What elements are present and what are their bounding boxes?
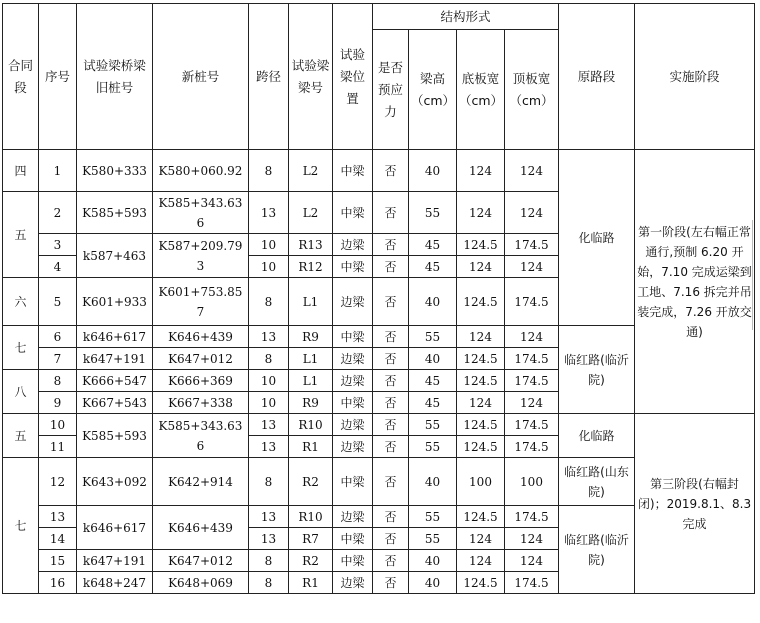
- cell-span: 10: [249, 256, 289, 278]
- header-seq: 序号: [39, 4, 77, 150]
- cell-top: 174.5: [505, 234, 559, 256]
- cell-span: 8: [249, 348, 289, 370]
- cell-pre: 否: [373, 256, 409, 278]
- cell-pos: 边梁: [333, 436, 373, 458]
- cell-pre: 否: [373, 528, 409, 550]
- cell-bottom: 124.5: [457, 370, 505, 392]
- table-row: [3, 150, 755, 192]
- cell-beam: R10: [289, 414, 333, 436]
- cell-height: 45: [409, 370, 457, 392]
- cell-seq: 13: [39, 506, 77, 528]
- cell-top: 174.5: [505, 436, 559, 458]
- cell-height: 40: [409, 150, 457, 192]
- cell-bottom: 124: [457, 256, 505, 278]
- cell-old-pile: K585+593: [77, 192, 153, 234]
- cell-height: 40: [409, 458, 457, 506]
- cell-height: 55: [409, 326, 457, 348]
- cell-span: 10: [249, 370, 289, 392]
- header-contract: 合同段: [3, 4, 39, 150]
- cell-phase: 第一阶段(左右幅正常通行,预制 6.20 开始，7.10 完成运梁到工地、7.16 拆完并吊装完成，7.26 开放交通): [635, 150, 755, 414]
- cell-beam: L2: [289, 192, 333, 234]
- cell-old-pile: k648+247: [77, 572, 153, 594]
- cell-pos: 边梁: [333, 414, 373, 436]
- cell-top: 124: [505, 326, 559, 348]
- header-prestress: 是否预应力: [373, 30, 409, 150]
- cell-height: 40: [409, 348, 457, 370]
- cell-old-pile: K643+092: [77, 458, 153, 506]
- header-bottom-width: 底板宽（cm）: [457, 30, 505, 150]
- cell-top: 174.5: [505, 506, 559, 528]
- cell-old-pile: k646+617: [77, 506, 153, 550]
- cell-pre: 否: [373, 234, 409, 256]
- cell-beam: R12: [289, 256, 333, 278]
- cell-pre: 否: [373, 458, 409, 506]
- cell-new-pile: K667+338: [153, 392, 249, 414]
- cell-beam: L1: [289, 278, 333, 326]
- cell-new-pile: K648+069: [153, 572, 249, 594]
- cell-span: 13: [249, 326, 289, 348]
- cell-seq: 14: [39, 528, 77, 550]
- cell-seq: 10: [39, 414, 77, 436]
- cell-bottom: 124.5: [457, 278, 505, 326]
- cell-span: 8: [249, 150, 289, 192]
- header-span: 跨径: [249, 4, 289, 150]
- cell-pos: 中梁: [333, 458, 373, 506]
- cell-new-pile: K580+060.92: [153, 150, 249, 192]
- cell-height: 55: [409, 436, 457, 458]
- cell-bottom: 124.5: [457, 572, 505, 594]
- cell-old-pile: k647+191: [77, 348, 153, 370]
- cell-new-pile: K642+914: [153, 458, 249, 506]
- cell-seq: 1: [39, 150, 77, 192]
- header-beam-no: 试验梁梁号: [289, 4, 333, 150]
- cell-pos: 边梁: [333, 278, 373, 326]
- cell-bottom: 124.5: [457, 436, 505, 458]
- cell-height: 55: [409, 192, 457, 234]
- cell-height: 45: [409, 234, 457, 256]
- cell-pos: 中梁: [333, 192, 373, 234]
- cell-road: 临红路(临沂院): [559, 326, 635, 414]
- cell-phase: 第三阶段(右幅封闭)；2019.8.1、8.3 完成: [635, 414, 755, 594]
- cell-road: 临红路(临沂院): [559, 506, 635, 594]
- cell-pre: 否: [373, 326, 409, 348]
- cell-top: 174.5: [505, 348, 559, 370]
- section-label: 五: [3, 192, 39, 278]
- cell-beam: R9: [289, 326, 333, 348]
- header-new-pile: 新桩号: [153, 4, 249, 150]
- cell-pos: 中梁: [333, 528, 373, 550]
- cell-new-pile: K587+209.793: [153, 234, 249, 278]
- cell-old-pile: K666+547: [77, 370, 153, 392]
- cell-pos: 中梁: [333, 326, 373, 348]
- cell-bottom: 124.5: [457, 506, 505, 528]
- cell-span: 13: [249, 528, 289, 550]
- cell-pre: 否: [373, 572, 409, 594]
- cell-top: 100: [505, 458, 559, 506]
- cell-span: 13: [249, 192, 289, 234]
- cell-pos: 边梁: [333, 348, 373, 370]
- cell-top: 124: [505, 256, 559, 278]
- header-height: 梁高（cm）: [409, 30, 457, 150]
- cell-road: 化临路: [559, 414, 635, 458]
- cell-height: 55: [409, 414, 457, 436]
- cell-beam: L2: [289, 150, 333, 192]
- cell-old-pile: K667+543: [77, 392, 153, 414]
- cell-beam: R1: [289, 572, 333, 594]
- header-phase: 实施阶段: [635, 4, 755, 150]
- cell-bottom: 100: [457, 458, 505, 506]
- header-orig-road: 原路段: [559, 4, 635, 150]
- cell-pre: 否: [373, 278, 409, 326]
- section-label: 六: [3, 278, 39, 326]
- cell-pre: 否: [373, 150, 409, 192]
- cell-old-pile: K585+593: [77, 414, 153, 458]
- cell-seq: 2: [39, 192, 77, 234]
- cell-beam: R13: [289, 234, 333, 256]
- cell-top: 174.5: [505, 414, 559, 436]
- header-old-pile: 试验梁桥梁旧桩号: [77, 4, 153, 150]
- cell-beam: R9: [289, 392, 333, 414]
- cell-beam: R7: [289, 528, 333, 550]
- page-edge-marker: [752, 220, 760, 330]
- cell-seq: 16: [39, 572, 77, 594]
- cell-height: 45: [409, 256, 457, 278]
- cell-top: 124: [505, 550, 559, 572]
- cell-top: 124: [505, 192, 559, 234]
- cell-beam: R2: [289, 458, 333, 506]
- cell-seq: 12: [39, 458, 77, 506]
- cell-beam: R10: [289, 506, 333, 528]
- cell-height: 55: [409, 506, 457, 528]
- cell-seq: 6: [39, 326, 77, 348]
- cell-pre: 否: [373, 348, 409, 370]
- cell-beam: R1: [289, 436, 333, 458]
- section-label: 七: [3, 326, 39, 370]
- cell-old-pile: k587+463: [77, 234, 153, 278]
- cell-seq: 15: [39, 550, 77, 572]
- cell-old-pile: K601+933: [77, 278, 153, 326]
- cell-pre: 否: [373, 506, 409, 528]
- cell-seq: 4: [39, 256, 77, 278]
- cell-height: 45: [409, 392, 457, 414]
- cell-seq: 9: [39, 392, 77, 414]
- cell-height: 40: [409, 278, 457, 326]
- cell-seq: 8: [39, 370, 77, 392]
- cell-new-pile: K585+343.636: [153, 192, 249, 234]
- cell-new-pile: K666+369: [153, 370, 249, 392]
- cell-pos: 中梁: [333, 150, 373, 192]
- cell-span: 8: [249, 458, 289, 506]
- cell-span: 13: [249, 436, 289, 458]
- cell-bottom: 124: [457, 550, 505, 572]
- cell-bottom: 124.5: [457, 234, 505, 256]
- cell-bottom: 124: [457, 392, 505, 414]
- cell-pos: 边梁: [333, 234, 373, 256]
- cell-new-pile: K601+753.857: [153, 278, 249, 326]
- section-label: 八: [3, 370, 39, 414]
- section-label: 四: [3, 150, 39, 192]
- cell-pos: 中梁: [333, 550, 373, 572]
- cell-top: 124: [505, 150, 559, 192]
- cell-top: 174.5: [505, 572, 559, 594]
- beam-test-table: [2, 3, 755, 594]
- cell-old-pile: k646+617: [77, 326, 153, 348]
- cell-span: 8: [249, 550, 289, 572]
- cell-beam: L1: [289, 370, 333, 392]
- cell-beam: L1: [289, 348, 333, 370]
- cell-bottom: 124.5: [457, 348, 505, 370]
- cell-beam: R2: [289, 550, 333, 572]
- cell-height: 40: [409, 550, 457, 572]
- cell-top: 174.5: [505, 370, 559, 392]
- cell-pre: 否: [373, 414, 409, 436]
- cell-pre: 否: [373, 550, 409, 572]
- table-row: [3, 414, 755, 436]
- cell-new-pile: K646+439: [153, 326, 249, 348]
- cell-pre: 否: [373, 192, 409, 234]
- cell-pos: 边梁: [333, 572, 373, 594]
- cell-span: 13: [249, 414, 289, 436]
- cell-bottom: 124: [457, 326, 505, 348]
- cell-pos: 中梁: [333, 392, 373, 414]
- cell-height: 55: [409, 528, 457, 550]
- section-label: 七: [3, 458, 39, 594]
- cell-old-pile: K580+333: [77, 150, 153, 192]
- cell-new-pile: K585+343.636: [153, 414, 249, 458]
- section-label: 五: [3, 414, 39, 458]
- header-structure: 结构形式: [373, 4, 559, 30]
- cell-span: 8: [249, 572, 289, 594]
- cell-pos: 边梁: [333, 506, 373, 528]
- cell-span: 13: [249, 506, 289, 528]
- cell-road: 临红路(山东院): [559, 458, 635, 506]
- cell-seq: 11: [39, 436, 77, 458]
- cell-span: 10: [249, 392, 289, 414]
- cell-bottom: 124: [457, 150, 505, 192]
- cell-seq: 7: [39, 348, 77, 370]
- cell-span: 10: [249, 234, 289, 256]
- cell-new-pile: K646+439: [153, 506, 249, 550]
- cell-seq: 5: [39, 278, 77, 326]
- cell-height: 40: [409, 572, 457, 594]
- cell-top: 174.5: [505, 278, 559, 326]
- cell-pre: 否: [373, 436, 409, 458]
- cell-bottom: 124: [457, 528, 505, 550]
- cell-pos: 中梁: [333, 256, 373, 278]
- cell-top: 124: [505, 392, 559, 414]
- cell-road: 化临路: [559, 150, 635, 326]
- header-beam-pos: 试验梁位置: [333, 4, 373, 150]
- cell-span: 8: [249, 278, 289, 326]
- cell-new-pile: K647+012: [153, 348, 249, 370]
- cell-pre: 否: [373, 392, 409, 414]
- header-top-width: 顶板宽（cm）: [505, 30, 559, 150]
- cell-bottom: 124.5: [457, 414, 505, 436]
- cell-top: 124: [505, 528, 559, 550]
- cell-new-pile: K647+012: [153, 550, 249, 572]
- cell-old-pile: k647+191: [77, 550, 153, 572]
- cell-bottom: 124: [457, 192, 505, 234]
- cell-seq: 3: [39, 234, 77, 256]
- cell-pos: 边梁: [333, 370, 373, 392]
- cell-pre: 否: [373, 370, 409, 392]
